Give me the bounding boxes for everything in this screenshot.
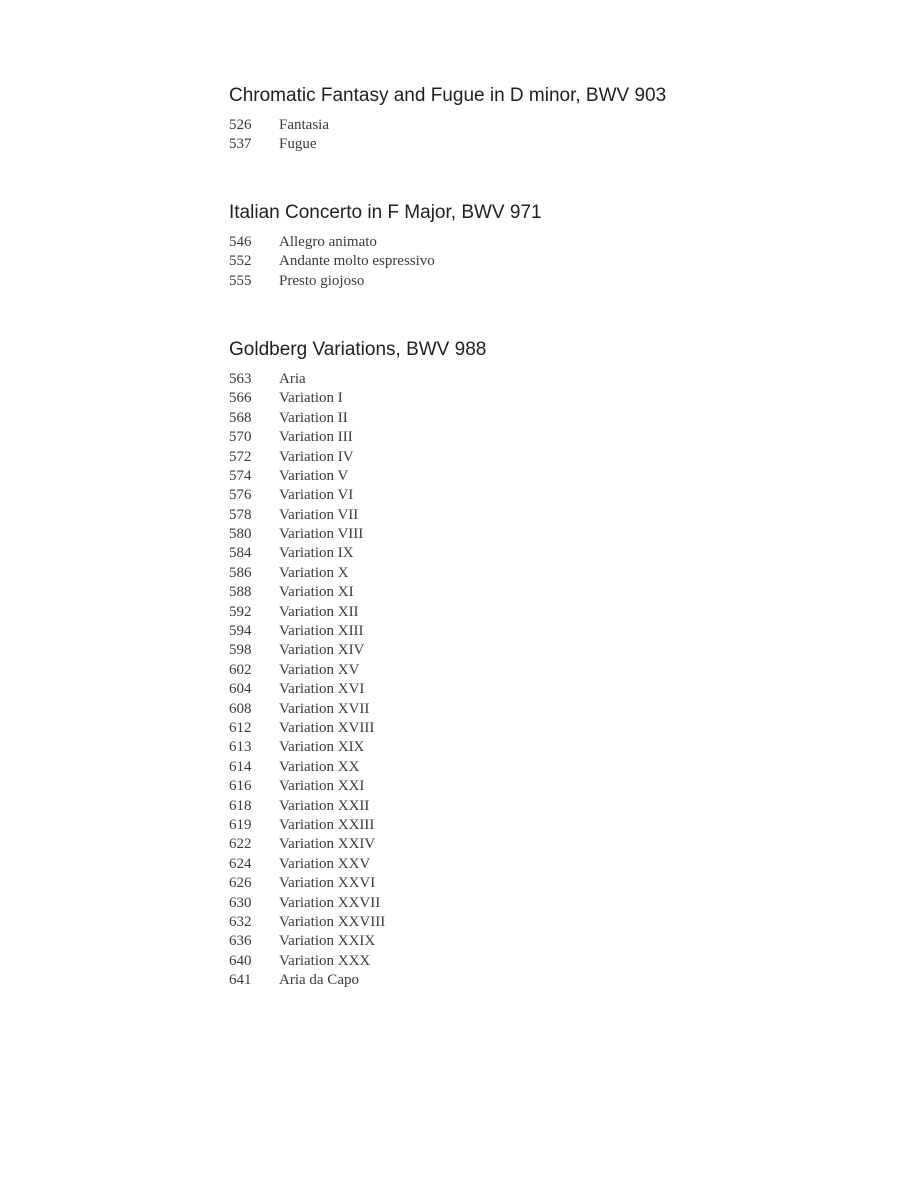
page-number: 619 xyxy=(229,816,252,833)
list-item xyxy=(229,797,849,816)
entry-list xyxy=(229,233,849,291)
list-item xyxy=(229,116,849,135)
page-number: 578 xyxy=(229,506,252,523)
list-item xyxy=(229,389,849,408)
list-item xyxy=(229,467,849,486)
movement-title: Variation IV xyxy=(279,448,354,465)
movement-title: Variation VI xyxy=(279,487,354,504)
page-number: 604 xyxy=(229,681,252,698)
page-number: 526 xyxy=(229,117,252,133)
movement-title: Variation XXX xyxy=(279,952,371,969)
list-item xyxy=(229,700,849,719)
list-item xyxy=(229,894,849,913)
page-number: 602 xyxy=(229,661,252,678)
movement-title: Variation XX xyxy=(279,758,360,775)
list-item xyxy=(229,932,849,951)
movement-title: Variation XIV xyxy=(279,642,365,659)
movement-title: Variation VIII xyxy=(279,526,364,543)
section-goldberg-variations xyxy=(229,338,849,991)
movement-title: Fugue xyxy=(279,136,317,153)
page-number: 566 xyxy=(229,390,252,407)
movement-title: Variation XXVIII xyxy=(279,913,386,930)
movement-title: Variation VII xyxy=(279,506,359,523)
page-number: 592 xyxy=(229,603,252,620)
movement-title: Variation XXIII xyxy=(279,816,375,833)
list-item xyxy=(229,583,849,602)
page-number: 568 xyxy=(229,409,252,426)
movement-title: Variation XVI xyxy=(279,681,365,698)
movement-title: Variation XV xyxy=(279,661,360,678)
page-number: 552 xyxy=(229,253,252,270)
page-number: 572 xyxy=(229,448,252,465)
page-number: 576 xyxy=(229,487,252,504)
movement-title: Presto giojoso xyxy=(279,272,365,289)
list-item xyxy=(229,971,849,990)
page-number: 622 xyxy=(229,836,252,853)
list-item xyxy=(229,816,849,835)
page-number: 612 xyxy=(229,719,252,736)
page-number: 613 xyxy=(229,739,252,756)
movement-title: Variation XIII xyxy=(279,623,364,640)
page-number: 641 xyxy=(229,972,252,989)
page-number: 630 xyxy=(229,894,252,911)
movement-title: Variation IX xyxy=(279,545,354,562)
movement-title: Variation XVII xyxy=(279,700,370,717)
list-item xyxy=(229,135,849,154)
list-item xyxy=(229,913,849,932)
page-number: 594 xyxy=(229,623,252,640)
list-item xyxy=(229,835,849,854)
movement-title: Fantasia xyxy=(279,117,329,133)
page-number: 608 xyxy=(229,700,252,717)
movement-title: Variation I xyxy=(279,390,343,407)
page-number: 632 xyxy=(229,913,252,930)
list-item xyxy=(229,252,849,271)
page-number: 636 xyxy=(229,933,252,950)
movement-title: Variation XII xyxy=(279,603,359,620)
page-number: 563 xyxy=(229,370,252,387)
list-item xyxy=(229,777,849,796)
list-item xyxy=(229,622,849,641)
list-item xyxy=(229,719,849,738)
list-item xyxy=(229,233,849,252)
page-number: 586 xyxy=(229,564,252,581)
list-item xyxy=(229,661,849,680)
page-number: 598 xyxy=(229,642,252,659)
section-italian-concerto xyxy=(229,201,849,291)
movement-title: Variation XXVII xyxy=(279,894,381,911)
list-item xyxy=(229,409,849,428)
list-item xyxy=(229,370,849,389)
entry-list xyxy=(229,370,849,991)
list-item xyxy=(229,641,849,660)
movement-title: Aria xyxy=(279,370,306,387)
page-number: 570 xyxy=(229,429,252,446)
list-item xyxy=(229,506,849,525)
page-number: 580 xyxy=(229,526,252,543)
page-number: 624 xyxy=(229,855,252,872)
page-number: 616 xyxy=(229,778,252,795)
movement-title: Variation V xyxy=(279,467,349,484)
movement-title: Variation II xyxy=(279,409,348,426)
list-item xyxy=(229,952,849,971)
list-item xyxy=(229,855,849,874)
list-item xyxy=(229,544,849,563)
page-number: 614 xyxy=(229,758,252,775)
table-of-contents xyxy=(229,84,849,990)
section-title: Goldberg Variations, BWV 988 xyxy=(229,338,487,360)
page-number: 537 xyxy=(229,136,252,153)
list-item xyxy=(229,564,849,583)
movement-title: Variation XXVI xyxy=(279,875,376,892)
movement-title: Variation III xyxy=(279,429,353,446)
movement-title: Variation XIX xyxy=(279,739,365,756)
section-chromatic-fantasy xyxy=(229,84,849,155)
page-number: 584 xyxy=(229,545,252,562)
list-item xyxy=(229,874,849,893)
movement-title: Variation X xyxy=(279,564,349,581)
page-number: 626 xyxy=(229,875,252,892)
movement-title: Variation XXIV xyxy=(279,836,376,853)
list-item xyxy=(229,525,849,544)
movement-title: Variation XXII xyxy=(279,797,370,814)
movement-title: Variation XXV xyxy=(279,855,371,872)
page-number: 640 xyxy=(229,952,252,969)
page-number: 555 xyxy=(229,272,252,289)
page-number: 546 xyxy=(229,233,252,250)
section-title: Chromatic Fantasy and Fugue in D minor, BWV 903 xyxy=(229,85,667,106)
list-item xyxy=(229,758,849,777)
entry-list xyxy=(229,116,849,155)
list-item xyxy=(229,738,849,757)
movement-title: Variation XI xyxy=(279,584,354,601)
movement-title: Allegro animato xyxy=(279,233,377,250)
page-number: 574 xyxy=(229,467,252,484)
movement-title: Variation XXI xyxy=(279,778,365,795)
movement-title: Andante molto espressivo xyxy=(279,253,435,270)
list-item xyxy=(229,272,849,291)
page-number: 588 xyxy=(229,584,252,601)
section-title: Italian Concerto in F Major, BWV 971 xyxy=(229,201,542,223)
list-item xyxy=(229,486,849,505)
movement-title: Aria da Capo xyxy=(279,972,359,989)
list-item xyxy=(229,680,849,699)
page-number: 618 xyxy=(229,797,252,814)
list-item xyxy=(229,448,849,467)
list-item xyxy=(229,603,849,622)
movement-title: Variation XVIII xyxy=(279,719,375,736)
movement-title: Variation XXIX xyxy=(279,933,376,950)
list-item xyxy=(229,428,849,447)
